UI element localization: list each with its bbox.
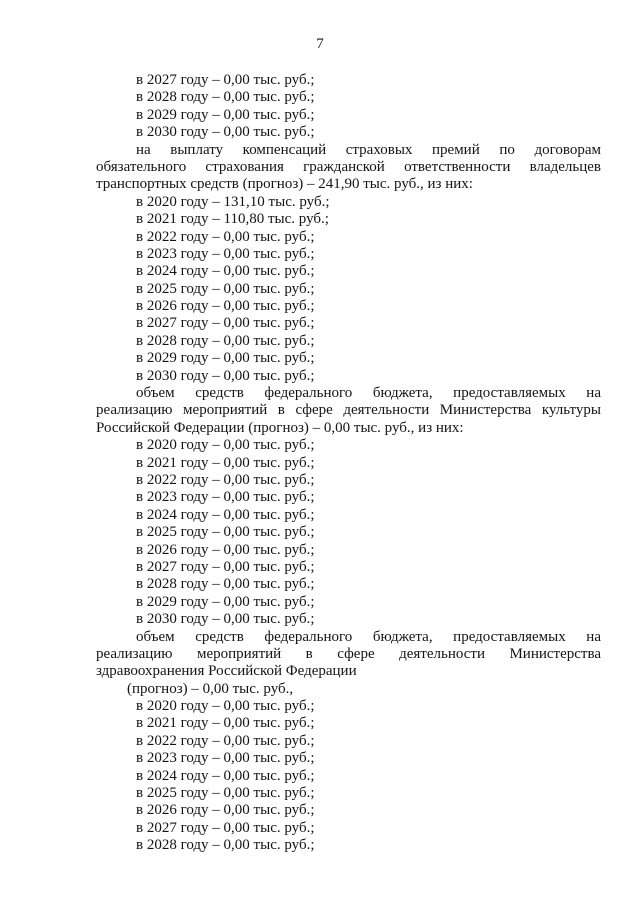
text-line: в 2028 году – 0,00 тыс. руб.; xyxy=(136,837,315,854)
text-line: в 2027 году – 0,00 тыс. руб.; xyxy=(136,558,315,575)
text-line: в 2022 году – 0,00 тыс. руб.; xyxy=(136,471,315,488)
text-line: в 2028 году – 0,00 тыс. руб.; xyxy=(136,89,315,106)
text-line: обязательного страхования гражданской ответственности владельцев xyxy=(96,158,601,175)
text-line: в 2021 году – 110,80 тыс. руб.; xyxy=(136,211,329,228)
text-line: в 2027 году – 0,00 тыс. руб.; xyxy=(136,315,315,332)
text-line: в 2021 году – 0,00 тыс. руб.; xyxy=(136,715,315,732)
text-line: в 2022 году – 0,00 тыс. руб.; xyxy=(136,228,315,245)
text-line: в 2026 году – 0,00 тыс. руб.; xyxy=(136,802,315,819)
text-line: реализацию мероприятий в сфере деятельности Министерства культуры xyxy=(96,402,601,419)
text-line: в 2024 году – 0,00 тыс. руб.; xyxy=(136,767,315,784)
text-line: в 2025 году – 0,00 тыс. руб.; xyxy=(136,280,315,297)
text-line: в 2021 году – 0,00 тыс. руб.; xyxy=(136,454,315,471)
text-line: в 2020 году – 0,00 тыс. руб.; xyxy=(136,437,315,454)
text-line: в 2024 году – 0,00 тыс. руб.; xyxy=(136,263,315,280)
text-line: в 2027 году – 0,00 тыс. руб.; xyxy=(136,819,315,836)
text-line: в 2029 году – 0,00 тыс. руб.; xyxy=(136,350,315,367)
text-line: в 2025 году – 0,00 тыс. руб.; xyxy=(136,524,315,541)
text-line: здравоохранения Российской Федерации xyxy=(96,663,357,680)
text-line: Российской Федерации (прогноз) – 0,00 тыс. руб., из них: xyxy=(96,419,464,436)
text-line: на выплату компенсаций страховых премий по договорам xyxy=(136,141,601,158)
text-line: в 2020 году – 0,00 тыс. руб.; xyxy=(136,698,315,715)
text-line: в 2025 году – 0,00 тыс. руб.; xyxy=(136,785,315,802)
text-line: объем средств федерального бюджета, предоставляемых на xyxy=(136,385,601,402)
text-line: в 2023 году – 0,00 тыс. руб.; xyxy=(136,245,315,262)
text-line: в 2027 году – 0,00 тыс. руб.; xyxy=(136,72,315,88)
text-line: транспортных средств (прогноз) – 241,90 тыс. руб., из них: xyxy=(96,176,473,193)
text-line: реализацию мероприятий в сфере деятельности Министерства xyxy=(96,645,601,662)
text-line: в 2026 году – 0,00 тыс. руб.; xyxy=(136,298,315,315)
text-line: в 2030 году – 0,00 тыс. руб.; xyxy=(136,611,315,628)
page-number: 7 xyxy=(316,36,324,52)
text-line: (прогноз) – 0,00 тыс. руб., xyxy=(127,680,294,697)
text-line: в 2029 году – 0,00 тыс. руб.; xyxy=(136,593,315,610)
text-line: в 2020 году – 131,10 тыс. руб.; xyxy=(136,193,330,210)
text-line: в 2023 году – 0,00 тыс. руб.; xyxy=(136,750,315,767)
text-line: объем средств федерального бюджета, предоставляемых на xyxy=(136,628,601,645)
text-line: в 2028 году – 0,00 тыс. руб.; xyxy=(136,576,315,593)
text-line: в 2022 году – 0,00 тыс. руб.; xyxy=(136,732,315,749)
text-line: в 2024 году – 0,00 тыс. руб.; xyxy=(136,506,315,523)
text-line: в 2030 году – 0,00 тыс. руб.; xyxy=(136,124,315,141)
text-line: в 2026 году – 0,00 тыс. руб.; xyxy=(136,541,315,558)
text-line: в 2029 году – 0,00 тыс. руб.; xyxy=(136,106,315,123)
document-body xyxy=(96,72,601,855)
text-line: в 2023 году – 0,00 тыс. руб.; xyxy=(136,489,315,506)
text-line: в 2030 году – 0,00 тыс. руб.; xyxy=(136,367,315,384)
text-line: в 2028 году – 0,00 тыс. руб.; xyxy=(136,332,315,349)
